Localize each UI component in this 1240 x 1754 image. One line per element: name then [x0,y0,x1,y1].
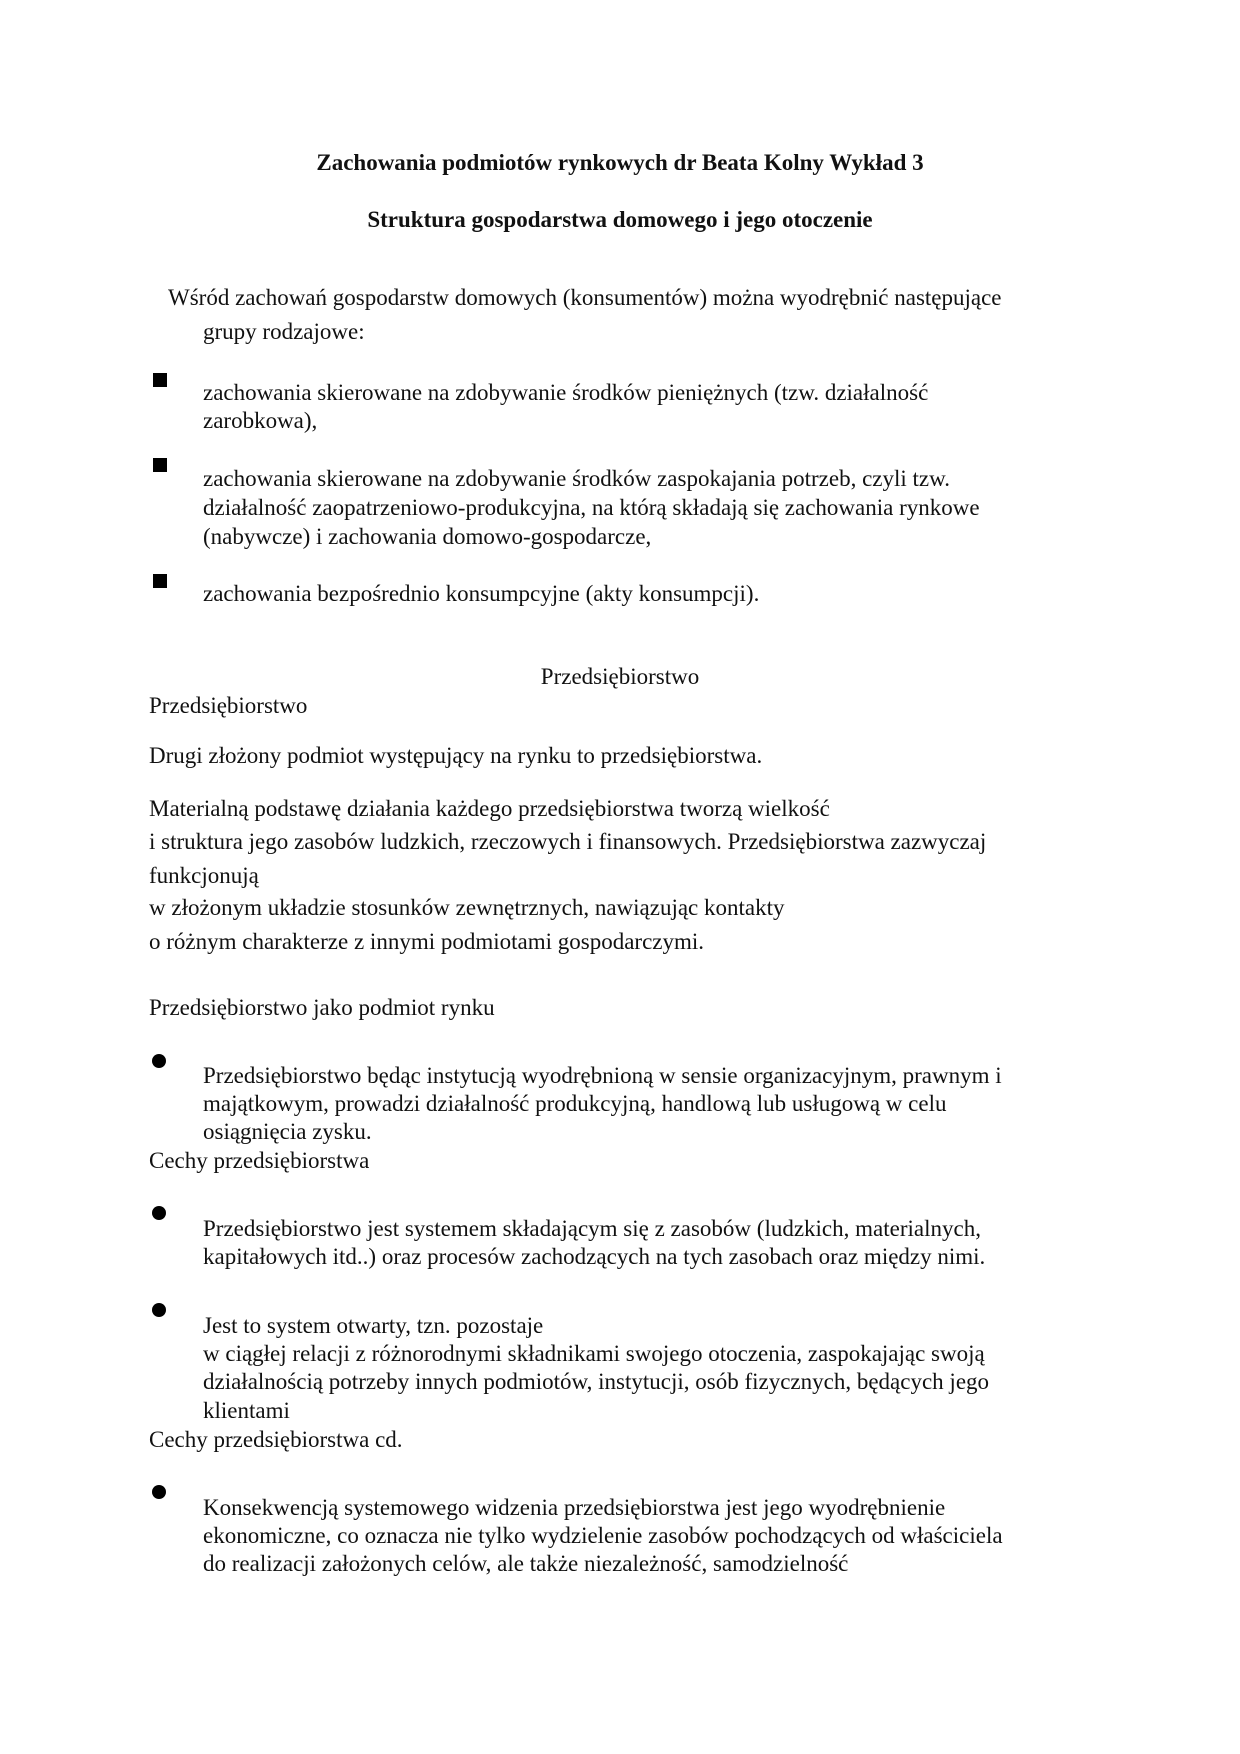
list-item-line: w ciągłej relacji z różnorodnymi składnikami swojego otoczenia, zaspokajając swoją [203,1341,985,1366]
bullet-dot-icon [152,1206,166,1220]
paragraph: Drugi złożony podmiot występujący na rynku to przedsiębiorstwa. [149,743,763,768]
paragraph-line: o różnym charakterze z innymi podmiotami gospodarczymi. [149,929,705,954]
section-heading-left: Przedsiębiorstwo [149,693,308,718]
paragraph-line: Materialną podstawę działania każdego przedsiębiorstwa tworzą wielkość [149,796,830,821]
list-item-line: do realizacji założonych celów, ale także niezależność, samodzielność [203,1551,849,1576]
bullet-dot-icon [152,1303,166,1317]
list-item-line: Przedsiębiorstwo będąc instytucją wyodrębnioną w sensie organizacyjnym, prawnym i [203,1063,1002,1088]
list-item-line: zachowania skierowane na zdobywanie środków zaspokajania potrzeb, czyli tzw. [203,466,950,491]
list-item-line: działalnością potrzeby innych podmiotów, instytucji, osób fizycznych, będących jego [203,1369,990,1394]
square-bullet-icon [153,574,167,588]
list-item-line: ekonomiczne, co oznacza nie tylko wydzielenie zasobów pochodzących od właściciela [203,1523,1003,1548]
intro-line: Wśród zachowań gospodarstw domowych (konsumentów) można wyodrębnić następujące [168,285,1002,310]
intro-line: grupy rodzajowe: [203,319,365,344]
paragraph-line: funkcjonują [149,863,259,888]
square-bullet-icon [153,373,167,387]
features-heading: Cechy przedsiębiorstwa [149,1148,370,1173]
list-item-line: zachowania bezpośrednio konsumpcyjne (akty konsumpcji). [203,581,760,606]
list-item-line: Konsekwencją systemowego widzenia przedsiębiorstwa jest jego wyodrębnienie [203,1495,946,1520]
list-item-line: kapitałowych itd..) oraz procesów zachodzących na tych zasobach oraz między nimi. [203,1244,986,1269]
document-subtitle: Struktura gospodarstwa domowego i jego otoczenie [367,207,873,232]
paragraph-line: i struktura jego zasobów ludzkich, rzeczowych i finansowych. Przedsiębiorstwa zazwyczaj [149,829,987,854]
list-item-line: klientami [203,1398,290,1423]
list-item-line: osiągnięcia zysku. [203,1119,372,1144]
bullet-dot-icon [152,1054,166,1068]
list-item-line: zachowania skierowane na zdobywanie środków pieniężnych (tzw. działalność [203,380,929,405]
list-item-line: działalność zaopatrzeniowo-produkcyjna, na którą składają się zachowania rynkowe [203,495,980,520]
section-heading-center: Przedsiębiorstwo [540,664,700,689]
list-item-line: zarobkowa), [203,408,318,433]
list-item-line: (nabywcze) i zachowania domowo-gospodarcze, [203,524,652,549]
list-item-line: majątkowym, prowadzi działalność produkcyjną, handlową lub usługową w celu [203,1091,947,1116]
document-title: Zachowania podmiotów rynkowych dr Beata Kolny Wykład 3 [316,150,924,175]
list-item-line: Przedsiębiorstwo jest systemem składającym się z zasobów (ludzkich, materialnych, [203,1216,981,1241]
market-heading: Przedsiębiorstwo jako podmiot rynku [149,995,495,1020]
features-heading-cd: Cechy przedsiębiorstwa cd. [149,1427,403,1452]
paragraph-line: w złożonym układzie stosunków zewnętrznych, nawiązując kontakty [149,895,785,920]
square-bullet-icon [153,458,167,472]
list-item-line: Jest to system otwarty, tzn. pozostaje [203,1313,544,1338]
bullet-dot-icon [152,1485,166,1499]
